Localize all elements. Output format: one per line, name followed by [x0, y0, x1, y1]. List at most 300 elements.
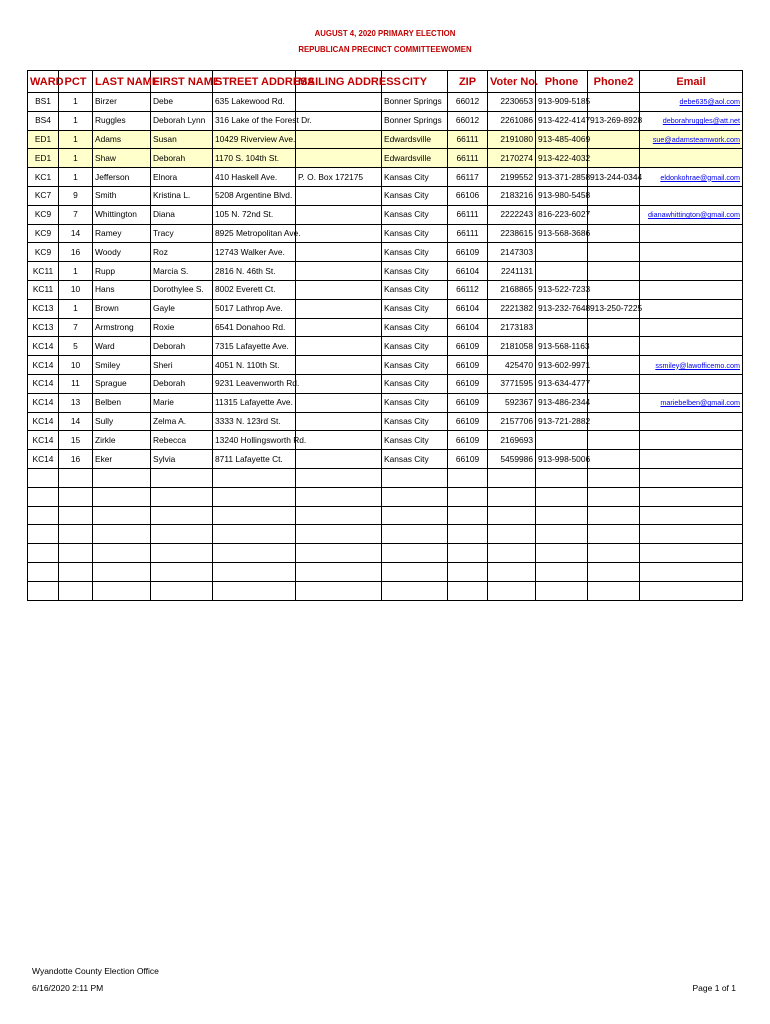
- blank-cell: [448, 468, 488, 487]
- blank-cell: [93, 581, 151, 600]
- footer-office: Wyandotte County Election Office: [32, 966, 159, 976]
- cell-first-name: Gayle: [151, 299, 213, 318]
- cell-email: [640, 299, 743, 318]
- cell-mailing-address: [296, 374, 382, 393]
- report-subtitle: REPUBLICAN PRECINCT COMMITTEEWOMEN: [298, 44, 472, 54]
- cell-mailing-address: [296, 93, 382, 112]
- cell-pct: 7: [59, 318, 93, 337]
- cell-ward: KC11: [28, 280, 59, 299]
- cell-zip: 66111: [448, 224, 488, 243]
- cell-street-address: 8711 Lafayette Ct.: [213, 450, 296, 469]
- blank-cell: [588, 562, 640, 581]
- cell-zip: 66012: [448, 111, 488, 130]
- cell-phone: 913-422-4032: [536, 149, 588, 168]
- cell-last-name: Armstrong: [93, 318, 151, 337]
- cell-email: [640, 318, 743, 337]
- blank-cell: [588, 506, 640, 525]
- cell-ward: KC9: [28, 205, 59, 224]
- blank-cell: [382, 581, 448, 600]
- cell-mailing-address: [296, 412, 382, 431]
- cell-email: [640, 374, 743, 393]
- cell-voter-no: 2191080: [488, 130, 536, 149]
- cell-phone: 913-998-5006: [536, 450, 588, 469]
- cell-zip: 66109: [448, 450, 488, 469]
- cell-street-address: 635 Lakewood Rd.: [213, 93, 296, 112]
- cell-phone2: [588, 149, 640, 168]
- table-row: [28, 262, 743, 281]
- cell-phone2: 913-269-8928: [588, 111, 640, 130]
- cell-last-name: Zirkle: [93, 431, 151, 450]
- cell-mailing-address: [296, 224, 382, 243]
- blank-cell: [640, 581, 743, 600]
- cell-phone: 913-486-2344: [536, 393, 588, 412]
- col-city: CITY: [382, 71, 448, 93]
- blank-cell: [640, 525, 743, 544]
- cell-phone2: [588, 93, 640, 112]
- table-row: [28, 224, 743, 243]
- blank-cell: [588, 525, 640, 544]
- cell-phone: 913-721-2882: [536, 412, 588, 431]
- cell-email: [640, 224, 743, 243]
- cell-ward: KC9: [28, 224, 59, 243]
- cell-city: Kansas City: [382, 374, 448, 393]
- cell-phone2: [588, 356, 640, 375]
- cell-first-name: Roxie: [151, 318, 213, 337]
- cell-voter-no: 2241131: [488, 262, 536, 281]
- blank-cell: [93, 525, 151, 544]
- cell-zip: 66109: [448, 356, 488, 375]
- cell-city: Edwardsville: [382, 130, 448, 149]
- cell-pct: 1: [59, 168, 93, 187]
- cell-email[interactable]: mariebelben@gmail.com: [640, 393, 743, 412]
- cell-street-address: 10429 Riverview Ave.: [213, 130, 296, 149]
- cell-last-name: Ward: [93, 337, 151, 356]
- cell-voter-no: 2199552: [488, 168, 536, 187]
- blank-cell: [213, 487, 296, 506]
- col-last-name: LAST NAME: [93, 71, 151, 93]
- blank-cell: [296, 544, 382, 563]
- cell-phone2: [588, 393, 640, 412]
- cell-city: Kansas City: [382, 186, 448, 205]
- cell-first-name: Deborah Lynn: [151, 111, 213, 130]
- blank-cell: [382, 562, 448, 581]
- blank-cell: [488, 487, 536, 506]
- cell-voter-no: 2157706: [488, 412, 536, 431]
- table-row: [28, 280, 743, 299]
- blank-cell: [448, 487, 488, 506]
- cell-zip: 66109: [448, 393, 488, 412]
- blank-cell: [213, 468, 296, 487]
- cell-phone: 913-371-2858: [536, 168, 588, 187]
- cell-phone2: [588, 431, 640, 450]
- cell-pct: 9: [59, 186, 93, 205]
- blank-cell: [296, 562, 382, 581]
- blank-cell: [151, 506, 213, 525]
- cell-email: [640, 243, 743, 262]
- blank-cell: [59, 562, 93, 581]
- cell-last-name: Whittington: [93, 205, 151, 224]
- cell-phone2: 913-244-0344: [588, 168, 640, 187]
- blank-cell: [382, 468, 448, 487]
- table-header-row: [28, 71, 743, 93]
- blank-cell: [488, 544, 536, 563]
- table-row: [28, 111, 743, 130]
- blank-cell: [640, 562, 743, 581]
- cell-last-name: Sprague: [93, 374, 151, 393]
- blank-cell: [640, 487, 743, 506]
- blank-cell: [213, 525, 296, 544]
- cell-zip: 66112: [448, 280, 488, 299]
- blank-cell: [448, 525, 488, 544]
- col-zip: ZIP: [448, 71, 488, 93]
- cell-phone: 913-568-3686: [536, 224, 588, 243]
- cell-city: Kansas City: [382, 337, 448, 356]
- blank-cell: [93, 544, 151, 563]
- blank-cell: [59, 581, 93, 600]
- table-row: [28, 393, 743, 412]
- cell-ward: BS1: [28, 93, 59, 112]
- blank-cell: [536, 581, 588, 600]
- cell-phone2: [588, 337, 640, 356]
- cell-phone: 913-422-4147: [536, 111, 588, 130]
- cell-first-name: Marcia S.: [151, 262, 213, 281]
- cell-zip: 66111: [448, 205, 488, 224]
- cell-ward: ED1: [28, 149, 59, 168]
- cell-street-address: 12743 Walker Ave.: [213, 243, 296, 262]
- cell-email: [640, 412, 743, 431]
- blank-cell: [382, 525, 448, 544]
- cell-zip: 66106: [448, 186, 488, 205]
- cell-ward: KC13: [28, 299, 59, 318]
- cell-pct: 16: [59, 450, 93, 469]
- cell-last-name: Ruggles: [93, 111, 151, 130]
- blank-cell: [488, 581, 536, 600]
- cell-phone2: [588, 224, 640, 243]
- table-row: [28, 243, 743, 262]
- cell-pct: 14: [59, 224, 93, 243]
- table-row: [28, 318, 743, 337]
- cell-pct: 5: [59, 337, 93, 356]
- cell-ward: KC13: [28, 318, 59, 337]
- cell-phone: 913-980-5458: [536, 186, 588, 205]
- page-number: Page 1 of 1: [692, 983, 736, 993]
- cell-pct: 14: [59, 412, 93, 431]
- blank-cell: [296, 468, 382, 487]
- table-row: [28, 130, 743, 149]
- cell-phone: 913-909-5185: [536, 93, 588, 112]
- blank-cell: [59, 525, 93, 544]
- blank-cell: [488, 468, 536, 487]
- blank-cell: [28, 581, 59, 600]
- cell-city: Kansas City: [382, 393, 448, 412]
- blank-cell: [213, 562, 296, 581]
- cell-street-address: 13240 Hollingsworth Rd.: [213, 431, 296, 450]
- blank-row: [28, 487, 743, 506]
- table-row: [28, 299, 743, 318]
- blank-cell: [382, 487, 448, 506]
- blank-cell: [536, 562, 588, 581]
- col-phone: Phone: [536, 71, 588, 93]
- cell-ward: KC7: [28, 186, 59, 205]
- cell-city: Kansas City: [382, 450, 448, 469]
- cell-last-name: Brown: [93, 299, 151, 318]
- committeewomen-table: [27, 70, 743, 601]
- cell-email[interactable]: debe635@aol.com: [640, 93, 743, 112]
- footer-timestamp: 6/16/2020 2:11 PM: [32, 983, 104, 993]
- cell-email: [640, 149, 743, 168]
- blank-cell: [296, 525, 382, 544]
- cell-phone2: [588, 262, 640, 281]
- cell-zip: 66104: [448, 318, 488, 337]
- cell-mailing-address: [296, 450, 382, 469]
- blank-cell: [640, 468, 743, 487]
- blank-cell: [448, 581, 488, 600]
- cell-first-name: Deborah: [151, 149, 213, 168]
- blank-cell: [382, 506, 448, 525]
- blank-cell: [296, 581, 382, 600]
- cell-voter-no: 2169693: [488, 431, 536, 450]
- cell-street-address: 11315 Lafayette Ave.: [213, 393, 296, 412]
- cell-pct: 1: [59, 111, 93, 130]
- cell-last-name: Eker: [93, 450, 151, 469]
- cell-email: [640, 337, 743, 356]
- cell-street-address: 2816 N. 46th St.: [213, 262, 296, 281]
- cell-city: Kansas City: [382, 299, 448, 318]
- cell-email[interactable]: sue@adamsteamwork.com: [640, 130, 743, 149]
- cell-first-name: Deborah: [151, 337, 213, 356]
- cell-mailing-address: [296, 393, 382, 412]
- cell-email: [640, 186, 743, 205]
- blank-cell: [588, 468, 640, 487]
- cell-zip: 66104: [448, 299, 488, 318]
- col-email: Email: [640, 71, 743, 93]
- table-row: [28, 450, 743, 469]
- cell-last-name: Sully: [93, 412, 151, 431]
- table-body: [28, 93, 743, 601]
- blank-cell: [296, 487, 382, 506]
- table-row: [28, 374, 743, 393]
- blank-cell: [59, 506, 93, 525]
- cell-mailing-address: [296, 243, 382, 262]
- cell-zip: 66104: [448, 262, 488, 281]
- blank-cell: [382, 544, 448, 563]
- cell-email[interactable]: eldonkohrae@gmail.com: [640, 168, 743, 187]
- cell-zip: 66111: [448, 130, 488, 149]
- blank-cell: [588, 581, 640, 600]
- col-mailing-address: MAILING ADDRESS: [296, 71, 382, 93]
- blank-row: [28, 581, 743, 600]
- cell-zip: 66109: [448, 431, 488, 450]
- cell-pct: 16: [59, 243, 93, 262]
- cell-city: Kansas City: [382, 431, 448, 450]
- cell-street-address: 9231 Leavenworth Rd.: [213, 374, 296, 393]
- cell-last-name: Adams: [93, 130, 151, 149]
- cell-pct: 1: [59, 149, 93, 168]
- cell-voter-no: 2168865: [488, 280, 536, 299]
- cell-phone2: [588, 280, 640, 299]
- cell-mailing-address: [296, 186, 382, 205]
- cell-ward: KC14: [28, 431, 59, 450]
- cell-first-name: Debe: [151, 93, 213, 112]
- cell-first-name: Elnora: [151, 168, 213, 187]
- cell-first-name: Deborah: [151, 374, 213, 393]
- cell-email[interactable]: dianawhittington@gmail.com: [640, 205, 743, 224]
- cell-mailing-address: [296, 130, 382, 149]
- col-ward: WARD: [28, 71, 59, 93]
- blank-cell: [59, 468, 93, 487]
- cell-voter-no: 592367: [488, 393, 536, 412]
- cell-phone: [536, 431, 588, 450]
- cell-street-address: 4051 N. 110th St.: [213, 356, 296, 375]
- col-phone2: Phone2: [588, 71, 640, 93]
- cell-city: Kansas City: [382, 412, 448, 431]
- cell-street-address: 3333 N. 123rd St.: [213, 412, 296, 431]
- blank-cell: [448, 562, 488, 581]
- cell-last-name: Belben: [93, 393, 151, 412]
- cell-street-address: 316 Lake of the Forest Dr.: [213, 111, 296, 130]
- cell-ward: KC14: [28, 356, 59, 375]
- cell-last-name: Smith: [93, 186, 151, 205]
- blank-cell: [151, 581, 213, 600]
- cell-street-address: 8925 Metropolitan Ave.: [213, 224, 296, 243]
- cell-mailing-address: P. O. Box 172175: [296, 168, 382, 187]
- blank-row: [28, 525, 743, 544]
- blank-cell: [488, 562, 536, 581]
- blank-cell: [28, 544, 59, 563]
- cell-street-address: 7315 Lafayette Ave.: [213, 337, 296, 356]
- cell-ward: KC14: [28, 374, 59, 393]
- blank-cell: [59, 487, 93, 506]
- blank-cell: [588, 544, 640, 563]
- cell-zip: 66012: [448, 93, 488, 112]
- cell-pct: 1: [59, 130, 93, 149]
- blank-cell: [93, 506, 151, 525]
- cell-voter-no: 2261086: [488, 111, 536, 130]
- table-row: [28, 431, 743, 450]
- cell-phone: 913-232-7648: [536, 299, 588, 318]
- blank-cell: [488, 525, 536, 544]
- cell-pct: 10: [59, 280, 93, 299]
- cell-zip: 66111: [448, 149, 488, 168]
- cell-email[interactable]: deborahruggles@att.net: [640, 111, 743, 130]
- cell-ward: KC1: [28, 168, 59, 187]
- cell-phone: 913-522-7233: [536, 280, 588, 299]
- cell-city: Kansas City: [382, 356, 448, 375]
- cell-voter-no: 2181058: [488, 337, 536, 356]
- cell-city: Kansas City: [382, 168, 448, 187]
- cell-pct: 13: [59, 393, 93, 412]
- cell-city: Kansas City: [382, 205, 448, 224]
- cell-pct: 1: [59, 262, 93, 281]
- blank-cell: [151, 468, 213, 487]
- blank-cell: [151, 525, 213, 544]
- cell-pct: 11: [59, 374, 93, 393]
- cell-voter-no: 2221382: [488, 299, 536, 318]
- cell-last-name: Hans: [93, 280, 151, 299]
- cell-voter-no: 2230653: [488, 93, 536, 112]
- cell-last-name: Smiley: [93, 356, 151, 375]
- cell-ward: ED1: [28, 130, 59, 149]
- cell-phone2: [588, 412, 640, 431]
- blank-cell: [213, 581, 296, 600]
- col-pct: PCT: [59, 71, 93, 93]
- cell-phone2: [588, 374, 640, 393]
- blank-cell: [28, 562, 59, 581]
- blank-row: [28, 468, 743, 487]
- blank-cell: [213, 544, 296, 563]
- table-row: [28, 337, 743, 356]
- cell-pct: 10: [59, 356, 93, 375]
- cell-ward: BS4: [28, 111, 59, 130]
- cell-phone: [536, 318, 588, 337]
- cell-pct: 15: [59, 431, 93, 450]
- cell-street-address: 105 N. 72nd St.: [213, 205, 296, 224]
- cell-phone2: [588, 205, 640, 224]
- cell-phone: 913-568-1163: [536, 337, 588, 356]
- cell-voter-no: 2222243: [488, 205, 536, 224]
- cell-mailing-address: [296, 149, 382, 168]
- cell-city: Edwardsville: [382, 149, 448, 168]
- cell-zip: 66109: [448, 412, 488, 431]
- cell-voter-no: 2147303: [488, 243, 536, 262]
- cell-phone2: [588, 450, 640, 469]
- table-row: [28, 412, 743, 431]
- cell-voter-no: 5459986: [488, 450, 536, 469]
- cell-ward: KC14: [28, 393, 59, 412]
- cell-last-name: Shaw: [93, 149, 151, 168]
- cell-voter-no: 2183216: [488, 186, 536, 205]
- blank-row: [28, 544, 743, 563]
- blank-cell: [640, 544, 743, 563]
- cell-ward: KC14: [28, 450, 59, 469]
- cell-ward: KC11: [28, 262, 59, 281]
- cell-email[interactable]: ssmiley@lawofficemo.com: [640, 356, 743, 375]
- cell-first-name: Sylvia: [151, 450, 213, 469]
- cell-mailing-address: [296, 205, 382, 224]
- cell-zip: 66109: [448, 374, 488, 393]
- table-row: [28, 93, 743, 112]
- table-row: [28, 205, 743, 224]
- cell-last-name: Rupp: [93, 262, 151, 281]
- cell-email: [640, 262, 743, 281]
- cell-ward: KC9: [28, 243, 59, 262]
- table-row: [28, 186, 743, 205]
- cell-pct: 7: [59, 205, 93, 224]
- blank-cell: [93, 487, 151, 506]
- cell-pct: 1: [59, 299, 93, 318]
- cell-first-name: Dorothylee S.: [151, 280, 213, 299]
- cell-last-name: Jefferson: [93, 168, 151, 187]
- blank-cell: [28, 468, 59, 487]
- cell-first-name: Zelma A.: [151, 412, 213, 431]
- blank-cell: [28, 525, 59, 544]
- blank-cell: [28, 506, 59, 525]
- cell-phone: [536, 262, 588, 281]
- blank-row: [28, 562, 743, 581]
- cell-phone2: 913-250-7225: [588, 299, 640, 318]
- blank-cell: [93, 468, 151, 487]
- cell-mailing-address: [296, 262, 382, 281]
- cell-street-address: 6541 Donahoo Rd.: [213, 318, 296, 337]
- cell-last-name: Ramey: [93, 224, 151, 243]
- table-row: [28, 168, 743, 187]
- cell-street-address: 5208 Argentine Blvd.: [213, 186, 296, 205]
- blank-cell: [28, 487, 59, 506]
- cell-zip: 66117: [448, 168, 488, 187]
- blank-cell: [448, 506, 488, 525]
- cell-city: Kansas City: [382, 243, 448, 262]
- cell-first-name: Susan: [151, 130, 213, 149]
